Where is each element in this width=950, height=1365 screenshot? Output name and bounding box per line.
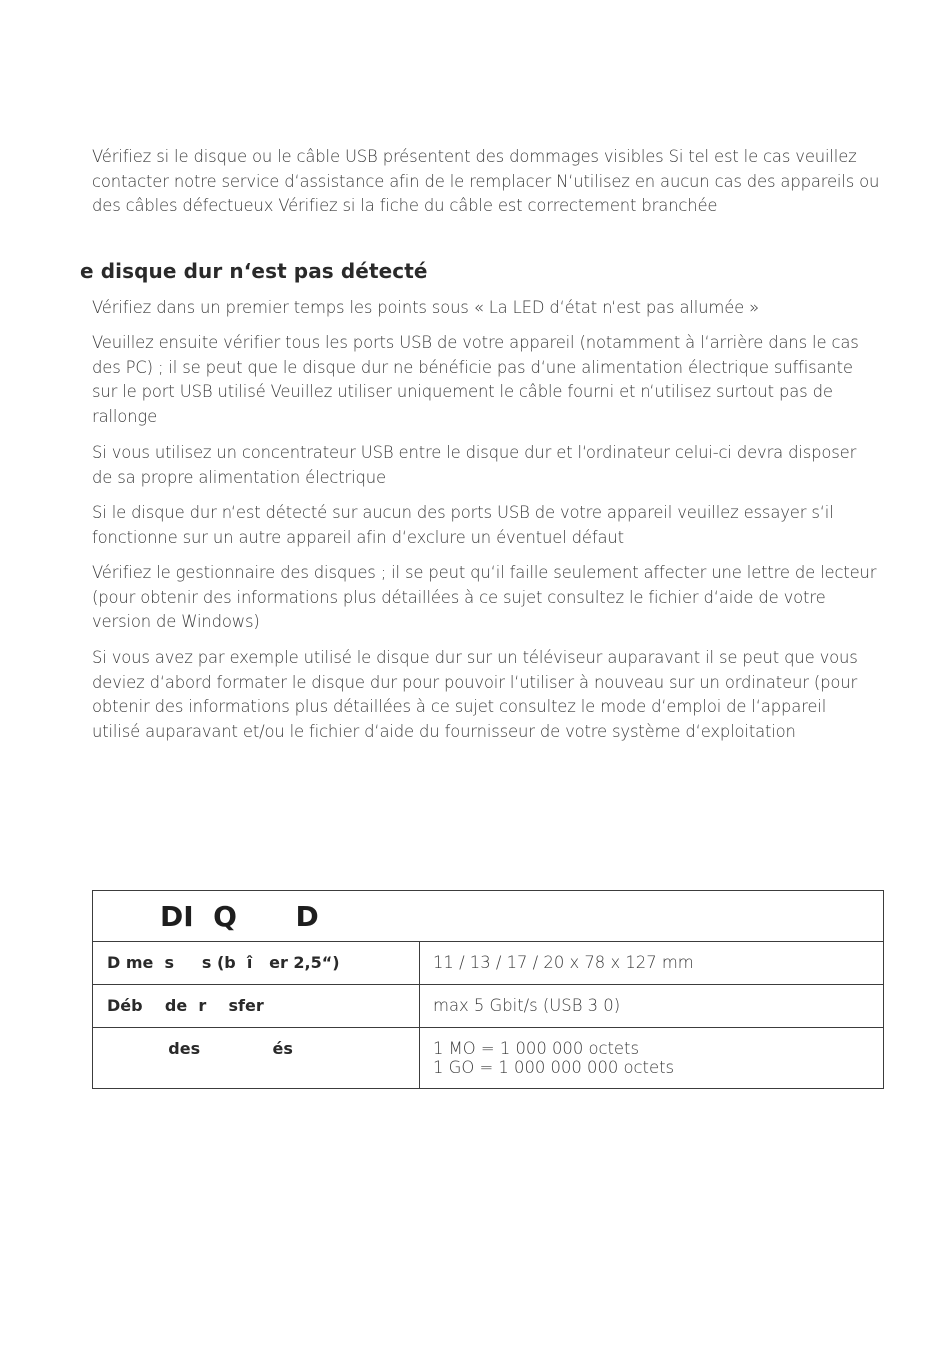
paragraph-4: Si le disque dur n‘est détecté sur aucun des ports USB de votre appareil veuillez essayer s‘il fonctionne sur un autre appareil afin d‘exclure un éventuel défaut xyxy=(92,503,834,547)
spec-table-title: DI Q D xyxy=(160,900,319,933)
spec-table-header-row xyxy=(93,891,884,942)
paragraph-6: Si vous avez par exemple utilisé le disque dur sur un téléviseur auparavant il se peut que vous deviez d‘abord formater le disque dur pour pouvoir l‘utiliser à nouveau sur un ordinateur (pour obtenir des informations plus détaillées à ce sujet consultez le mode d‘emploi de l‘appareil utilisé auparavant et/ou le fichier d‘aide du fournisseur de votre système d‘exploitation xyxy=(92,648,858,741)
paragraph-2: Veuillez ensuite vérifier tous les ports USB de votre appareil (notamment à l‘arrière dans le cas des PC) ; il se peut que le disque dur ne bénéficie pas d‘une alimentation électrique suffisante sur le port USB utilisé Veuillez utiliser uniquement le câble fourni et n‘utilisez surtout pas de rallonge xyxy=(92,333,859,426)
spec-table xyxy=(92,890,884,1089)
spec-value: max 5 Gbit/s (USB 3 0) xyxy=(420,985,884,1028)
table-row xyxy=(93,985,884,1028)
spec-value: 11 / 13 / 17 / 20 x 78 x 127 mm xyxy=(420,942,884,985)
spec-label: Déb de r sfer xyxy=(93,985,420,1028)
spec-label: des és xyxy=(93,1028,420,1089)
section-heading: e disque dur n‘est pas détecté xyxy=(80,259,428,283)
paragraph-5: Vérifiez le gestionnaire des disques ; il se peut qu‘il faille seulement affecter une lettre de lecteur (pour obtenir des informations plus détaillées à ce sujet consultez le fichier d‘aide de votre version de Windows) xyxy=(92,563,877,632)
spec-label: D me s s (b î er 2,5“) xyxy=(93,942,420,985)
paragraph-3: Si vous utilisez un concentrateur USB entre le disque dur et l‘ordinateur celui-ci devra disposer de sa propre alimentation électrique xyxy=(92,443,857,487)
table-row xyxy=(93,1028,884,1089)
spec-value: 1 MO = 1 000 000 octets 1 GO = 1 000 000 000 octets xyxy=(420,1028,884,1089)
paragraph-damage-check: Vérifiez si le disque ou le câble USB présentent des dommages visibles Si tel est le cas veuillez contacter notre service d‘assistance afin de le remplacer N‘utilisez en aucun cas des appareils ou des câbles défectueux Vérifiez si la fiche du câble est correctement branchée xyxy=(92,147,880,216)
paragraph-1: Vérifiez dans un premier temps les points sous « La LED d‘état n‘est pas allumée » xyxy=(92,298,760,317)
table-row xyxy=(93,942,884,985)
